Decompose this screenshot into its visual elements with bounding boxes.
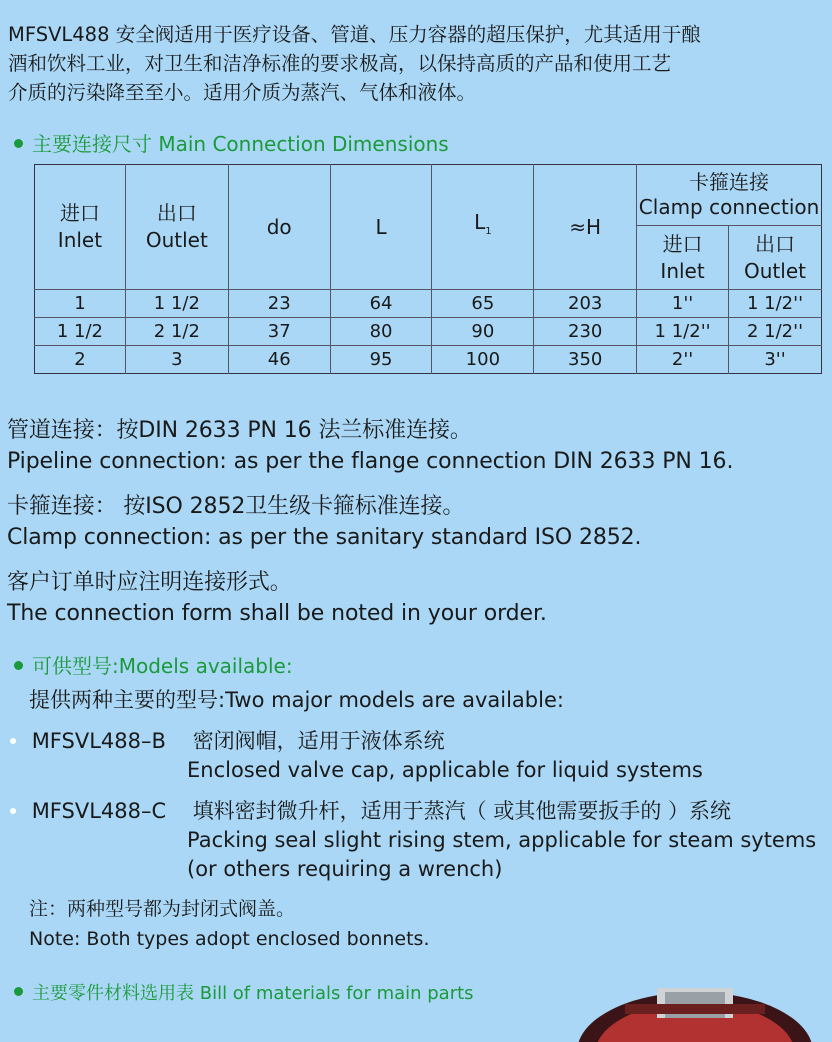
pipeline-block [7,415,733,477]
table-cell: 3 [125,346,228,374]
dims-section-title: 主要连接尺寸 Main Connection Dimensions [32,132,449,156]
model-desc-en: Packing seal slight rising stem, applicable for steam sytems [187,828,817,852]
intro-paragraph [8,20,824,107]
table-cell: 350 [534,346,637,374]
table-cell: 2'' [637,346,729,374]
table-cell: 1 1/2'' [729,290,822,318]
header-clamp-inlet-cn: 进口 [662,231,703,256]
green-bullet-icon [14,987,23,996]
header-L1-sub: 1 [485,226,492,237]
intro-line-1: MFSVL488 安全阀适用于医疗设备、管道、压力容器的超压保护，尤其适用于酿 [8,23,701,46]
header-outlet [125,165,228,290]
note-cn: 注：两种型号都为封闭式阀盖。 [29,898,296,920]
table-cell: 2 1/2 [125,318,228,346]
models-section-heading [12,653,293,679]
green-bullet-icon [14,661,23,670]
table-header-row [35,165,822,226]
header-inlet [35,165,126,290]
pipeline-cn: 管道连接：按DIN 2633 PN 16 法兰标准连接。 [7,418,472,443]
pipeline-en: Pipeline connection: as per the flange connection DIN 2633 PN 16. [7,449,734,474]
table-cell: 2 [35,346,126,374]
header-L: L [330,165,432,290]
model-desc-cn: 填料密封微升杆，适用于蒸汽（ 或其他需要扳手的 ）系统 [192,799,732,823]
clamp-block [7,491,641,553]
table-cell: 23 [228,290,330,318]
table-cell: 2 1/2'' [729,318,822,346]
header-clamp-en: Clamp connection [638,195,820,219]
intro-line-3: 介质的污染降至至小。适用介质为蒸汽、气体和液体。 [8,81,477,104]
table-cell: 1 1/2'' [637,318,729,346]
table-cell: 3'' [729,346,822,374]
product-photo [565,982,825,1042]
header-do: do [228,165,330,290]
intro-line-2: 酒和饮料工业，对卫生和洁净标准的要求极高，以保持高质的产品和使用工艺 [8,52,672,75]
clamp-cn: 卡箍连接： 按ISO 2852卫生级卡箍标准连接。 [7,494,465,519]
table-cell: 80 [330,318,432,346]
header-clamp-outlet-en: Outlet [744,258,806,283]
list-item [10,727,703,785]
table-row [35,346,822,374]
model-desc-en-2: (or others requiring a wrench) [187,857,503,881]
header-clamp-outlet [729,226,822,290]
models-note [29,894,429,954]
header-L1-main: L [474,210,486,234]
table-cell: 1 [35,290,126,318]
dims-section-heading [12,131,449,157]
bom-section-heading [12,981,474,1007]
table-cell: 65 [432,290,534,318]
table-row [35,290,822,318]
order-en: The connection form shall be noted in your order. [7,601,547,626]
models-intro: 提供两种主要的型号:Two major models are available: [29,688,564,712]
note-en: Note: Both types adopt enclosed bonnets. [29,928,430,950]
header-L1 [432,165,534,290]
header-clamp [637,165,822,226]
table-cell: 1 1/2 [35,318,126,346]
white-bullet-icon [10,808,16,814]
model-desc-en: Enclosed valve cap, applicable for liquid systems [187,758,703,782]
clamp-en: Clamp connection: as per the sanitary standard ISO 2852. [7,525,642,550]
header-clamp-inlet-en: Inlet [660,258,705,283]
model-code: MFSVL488–B [31,729,166,753]
models-section-title: 可供型号:Models available: [32,654,293,678]
bom-section-title: 主要零件材料选用表 Bill of materials for main parts [32,983,474,1004]
header-inlet-cn: 进口 [59,201,100,225]
model-desc-cn: 密闭阀帽，适用于液体系统 [192,729,445,753]
table-cell: 37 [228,318,330,346]
order-cn: 客户订单时应注明连接形式。 [7,570,292,595]
green-bullet-icon [14,139,23,148]
table-cell: 1 1/2 [125,290,228,318]
table-cell: 203 [534,290,637,318]
order-block [7,567,547,629]
model-code: MFSVL488–C [31,799,167,823]
table-cell: 46 [228,346,330,374]
list-item [10,797,816,884]
header-clamp-cn: 卡箍连接 [689,170,770,194]
table-cell: 100 [432,346,534,374]
header-outlet-cn: 出口 [156,201,197,225]
table-cell: 64 [330,290,432,318]
table-cell: 1'' [637,290,729,318]
header-H: ≈H [534,165,637,290]
header-outlet-en: Outlet [145,228,208,252]
white-bullet-icon [10,738,16,744]
header-clamp-inlet [637,226,729,290]
table-cell: 230 [534,318,637,346]
header-clamp-outlet-cn: 出口 [755,231,795,256]
table-row [35,318,822,346]
table-cell: 90 [432,318,534,346]
dimensions-table [34,164,822,374]
table-cell: 95 [330,346,432,374]
header-inlet-en: Inlet [57,228,103,252]
